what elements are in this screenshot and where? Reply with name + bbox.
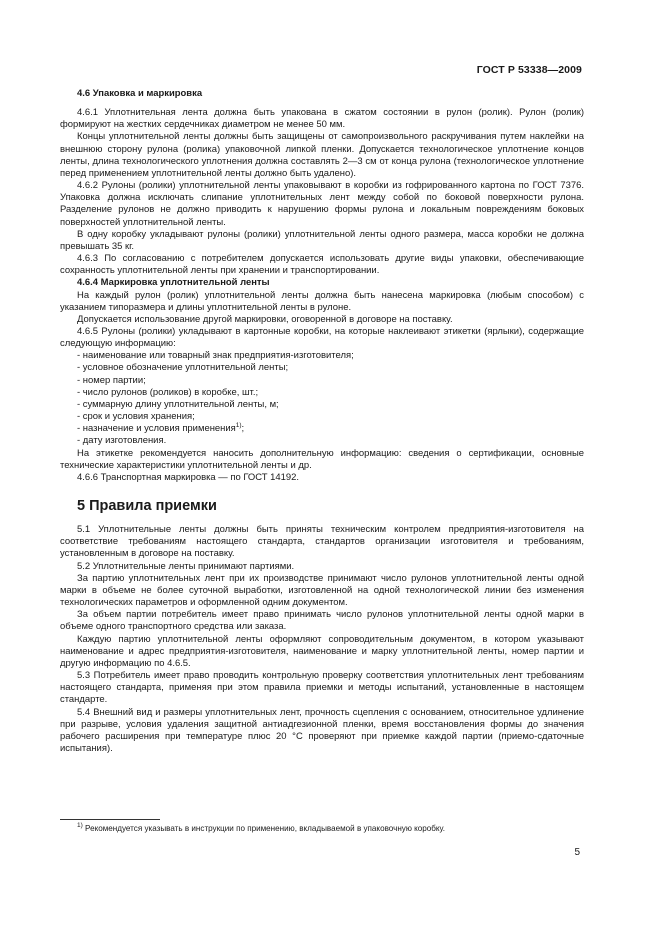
footnote-divider: [60, 819, 160, 820]
paragraph-5-3: 5.3 Потребитель имеет право проводить контрольную проверку соответствия уплотнительных лент требованиям настоящего стандарта, применяя при этом правила приемки и методы испытаний, установленные в настоящем стандарте.: [60, 670, 584, 706]
list-item-tail: ;: [241, 423, 245, 435]
list-item: - наименование или товарный знак предприятия-изготовителя;: [77, 350, 354, 362]
paragraph-4-6-1-cont: Концы уплотнительной ленты должны быть защищены от самопроизвольного раскручивания путем наклейки на внешнюю сторону рулона (ролика) упаковочной липкой пленки. Допускается технологическое уплотнение концов ленты, длина технологического уплотнения должна составлять 2—3 см от конца рулона (технологическое уплотнение перед применением уплотнительной ленты должно быть удалено).: [60, 131, 584, 179]
paragraph-4-6-2-cont: В одну коробку укладывают рулоны (ролики) уплотнительной ленты одного размера, масса коробки не должна превышать 35 кг.: [60, 228, 584, 252]
paragraph-5-2-cont: За объем партии потребитель имеет право принимать число рулонов уплотнительной ленты одной марки в объеме одного транспортного средства или заказа.: [60, 609, 584, 633]
list-item: - число рулонов (роликов) в коробке, шт.;: [77, 386, 259, 398]
list-item: - суммарную длину уплотнительной ленты, м;: [77, 398, 279, 410]
paragraph-4-6-6: 4.6.6 Транспортная маркировка — по ГОСТ 14192.: [77, 471, 300, 483]
paragraph-5-2-cont: За партию уплотнительных лент при их производстве принимают число рулонов уплотнительной ленты одной марки в объеме не более суточной выработки, изготовленной на одной технологической линии без изменения технологических параметров и оформленной одним документом.: [60, 572, 584, 609]
list-item: - номер партии;: [77, 374, 146, 386]
paragraph-5-4: 5.4 Внешний вид и размеры уплотнительных лент, прочность сцепления с основанием, относительное удлинение при разрыве, условия удаления защитной антиадгезионной пленки, время восстановления формы до значения рабочего расширения при температуре плюс 20 °С проверяют при приемке каждой партии (приемо-сдаточные испытания).: [60, 706, 584, 754]
footnote-text: Рекомендуется указывать в инструкции по применению, вкладываемой в упаковочную коробку.: [82, 824, 446, 833]
list-item: - условное обозначение уплотнительной ленты;: [77, 362, 289, 374]
page-number: 5: [574, 847, 580, 858]
section-4-6-title: 4.6 Упаковка и маркировка: [77, 88, 203, 99]
paragraph-4-6-5-cont: На этикетке рекомендуется наносить дополнительную информацию: сведения о сертификации, основные технические характеристики уплотнительной ленты и др.: [60, 447, 584, 471]
footnote: [77, 824, 445, 833]
standard-header: ГОСТ Р 53338—2009: [476, 64, 582, 76]
paragraph-4-6-4: На каждый рулон (ролик) уплотнительной ленты должна быть нанесена маркировка (любым способом) с указанием типоразмера и длины уплотнительной ленты в рулоне.: [60, 289, 584, 313]
list-item-text: - назначение и условия применения: [77, 423, 236, 435]
list-item: - срок и условия хранения;: [77, 411, 195, 423]
list-item: - дату изготовления.: [77, 435, 167, 447]
list-item: [60, 423, 584, 435]
paragraph-4-6-3: 4.6.3 По согласованию с потребителем допускается использовать другие виды упаковки, обеспечивающие сохранность уплотнительной ленты при хранении и транспортировании.: [60, 253, 584, 277]
page-body: [60, 88, 584, 755]
footnote-mark: 1): [77, 822, 83, 829]
paragraph-4-6-1: 4.6.1 Уплотнительная лента должна быть упакована в сжатом состоянии в рулон (ролик). Рулон (ролик) формируют на жестких сердечниках диаметром не менее 50 мм.: [60, 107, 584, 131]
paragraph-5-1: 5.1 Уплотнительные ленты должны быть приняты техническим контролем предприятия-изготовителя на соответствие требованиям настоящего стандарта, стандартов организации изготовителя и требованиям, установленным в договоре на поставку.: [60, 524, 584, 560]
paragraph-5-2-cont: Каждую партию уплотнительной ленты оформляют сопроводительным документом, в котором указывают наименование и адрес предприятия-изготовителя, наименование и марку уплотнительной ленты, номер партии и другую информацию по 4.6.5.: [60, 633, 584, 669]
paragraph-5-2: 5.2 Уплотнительные ленты принимают партиями.: [77, 560, 295, 572]
section-4-6-4-title: 4.6.4 Маркировка уплотнительной ленты: [77, 277, 270, 289]
footnote-reference: 1): [235, 422, 242, 430]
section-5-title: 5 Правила приемки: [77, 498, 217, 514]
paragraph-4-6-5: 4.6.5 Рулоны (ролики) укладывают в картонные коробки, на которые наклеивают этикетки (ярлыки), содержащие следующую информацию:: [60, 325, 584, 350]
paragraph-4-6-4-cont: Допускается использование другой маркировки, оговоренной в договоре на поставку.: [77, 313, 453, 325]
paragraph-4-6-2: 4.6.2 Рулоны (ролики) уплотнительной ленты упаковывают в коробки из гофрированного картона по ГОСТ 7376. Упаковка должна исключать слипание уплотнительных лент между собой по боковой поверхности рулона. Разделение рулонов не должно приводить к нарушению формы рулона и локальным повреждениям боковых поверхностей уплотнительной ленты.: [60, 180, 584, 228]
